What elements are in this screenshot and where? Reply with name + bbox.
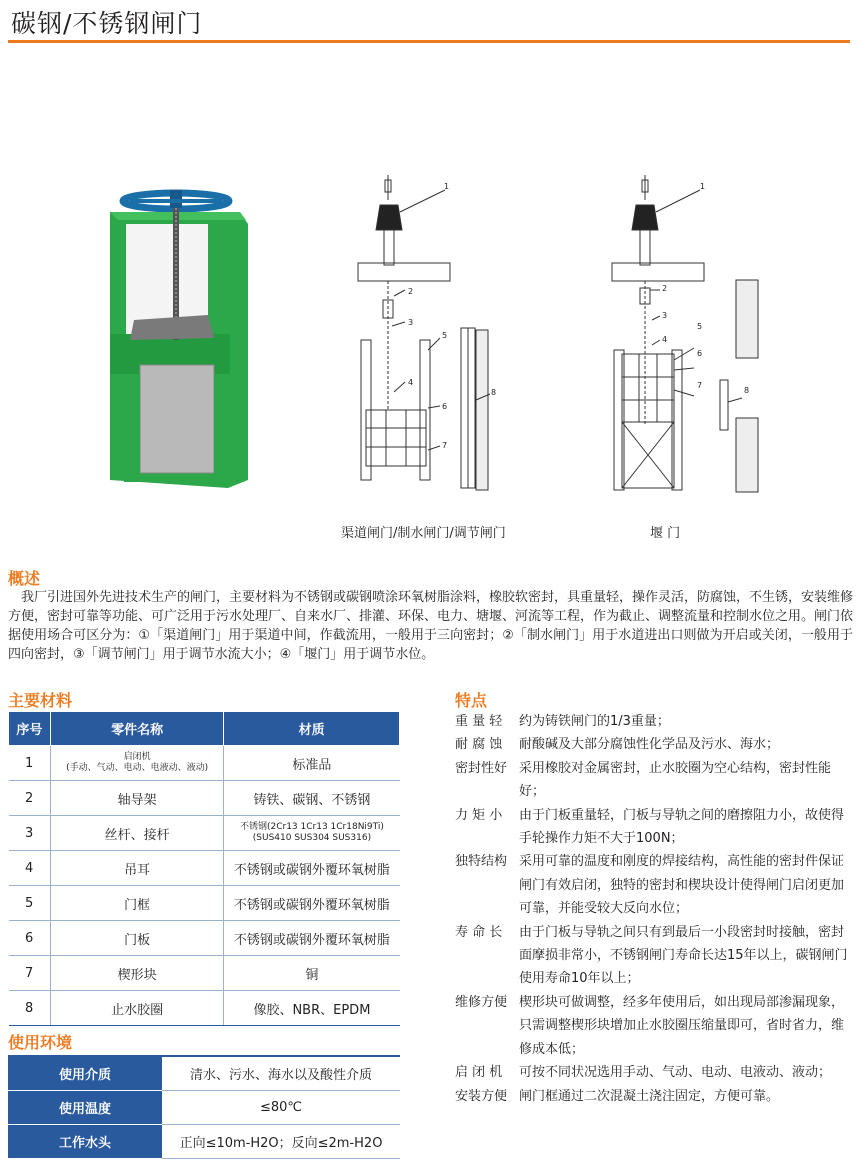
callout-label: 8 [744, 386, 750, 395]
callout-label: 8 [491, 388, 497, 397]
part-name: 轴导架 [50, 781, 224, 816]
callout-label: 5 [442, 331, 448, 340]
features-list [455, 710, 855, 1108]
feature-item [455, 733, 855, 756]
overview-heading: 概述 [8, 569, 41, 588]
table-row [9, 816, 400, 851]
env-label: 工作水头 [8, 1125, 162, 1159]
part-name-note: (手动、气动、电动、电液动、液动) [66, 763, 209, 773]
table-row [8, 1091, 400, 1125]
title-rule [8, 40, 850, 43]
material-cell: 像胶、NBR、EPDM [224, 991, 400, 1026]
material-cell: 标准品 [224, 746, 400, 781]
callout-label: 6 [697, 349, 703, 358]
table-header-row [9, 712, 400, 746]
callout-label: 3 [408, 318, 414, 327]
callout-label: 1 [444, 182, 450, 191]
callout-label: 5 [697, 322, 703, 331]
page-title: 碳钢/不锈钢闸门 [11, 9, 203, 38]
feature-label: 力 矩 小 [455, 807, 503, 823]
material-cell: 铜 [224, 956, 400, 991]
feature-desc: 由于门板重量轻，门板与导轨之间的磨擦阻力小，故使得手轮操作力矩不大于100N； [519, 807, 845, 847]
feature-desc: 耐酸碱及大部分腐蚀性化学品及污水、海水； [519, 737, 780, 753]
feature-desc: 采用可靠的温度和刚度的焊接结构，高性能的密封件保证闸门有效启闭，独特的密封和楔块设计使得闸门启闭更加可靠，并能受较大反向水位； [519, 854, 845, 917]
materials-heading: 主要材料 [8, 691, 73, 710]
row-number: 5 [9, 886, 51, 921]
table-row [9, 746, 400, 781]
callout-label: 2 [662, 284, 668, 293]
row-number: 8 [9, 991, 51, 1026]
feature-desc: 闸门框通过二次混凝土浇注固定，方便可靠。 [519, 1088, 780, 1104]
environment-table [8, 1055, 400, 1159]
env-label: 使用温度 [8, 1091, 162, 1125]
callout-label: 1 [700, 182, 706, 191]
material-cell: 铸铁、碳钢、不锈钢 [224, 781, 400, 816]
table-row [9, 851, 400, 886]
row-number: 2 [9, 781, 51, 816]
callout-label: 7 [442, 441, 448, 450]
material-cell: 不锈钢或碳钢外覆环氧树脂 [224, 851, 400, 886]
drawing-weir-gate [0, 150, 868, 550]
feature-label: 独特结构 [455, 854, 508, 870]
callout-label: 4 [408, 378, 414, 387]
part-name: 启闭机 [123, 752, 151, 762]
env-value: 清水、污水、海水以及酸性介质 [162, 1056, 400, 1091]
row-number: 6 [9, 921, 51, 956]
table-row [9, 781, 400, 816]
column-header: 材质 [224, 712, 400, 746]
feature-label: 重 量 轻 [455, 714, 503, 729]
material-cell [224, 816, 400, 851]
part-name: 门板 [50, 921, 224, 956]
feature-desc: 楔形块可做调整，经多年使用后，如出现局部渗漏现象，只需调整楔形块增加止水胶圈压缩量即可，省时省力，维修成本低； [519, 994, 845, 1057]
feature-item [455, 710, 855, 733]
figure-caption-channel-gate: 渠道闸门/制水闸门/调节闸门 [341, 526, 506, 541]
row-number: 1 [9, 746, 51, 781]
row-number: 4 [9, 851, 51, 886]
feature-desc: 可按不同状况选用手动、气动、电动、电液动、液动； [519, 1065, 832, 1081]
callout-label: 6 [442, 402, 448, 411]
callout-label: 4 [662, 335, 668, 344]
part-name: 吊耳 [50, 851, 224, 886]
feature-label: 安装方便 [455, 1088, 508, 1104]
feature-item [455, 921, 855, 991]
table-row [9, 921, 400, 956]
env-value: ≤80℃ [162, 1091, 400, 1125]
callout-label: 3 [662, 311, 668, 320]
material-cell: 不锈钢或碳钢外覆环氧树脂 [224, 921, 400, 956]
feature-item [455, 757, 855, 804]
figure-area [0, 150, 868, 550]
feature-item [455, 850, 855, 920]
part-name: 止水胶圈 [50, 991, 224, 1026]
feature-item [455, 991, 855, 1061]
table-row [9, 886, 400, 921]
materials-table [8, 711, 400, 1026]
features-heading: 特点 [455, 691, 488, 710]
feature-item [455, 1061, 855, 1084]
feature-label: 启 闭 机 [455, 1065, 503, 1081]
feature-label: 耐 腐 蚀 [455, 737, 503, 753]
env-value: 正向≤10m-H2O；反向≤2m-H2O [162, 1125, 400, 1159]
callout-label: 2 [408, 287, 414, 296]
row-number: 7 [9, 956, 51, 991]
feature-item [455, 1085, 855, 1108]
material-cell: 不锈钢或碳钢外覆环氧树脂 [224, 886, 400, 921]
part-name: 楔形块 [50, 956, 224, 991]
figure-caption-weir-gate: 堰 门 [650, 526, 681, 541]
env-label: 使用介质 [8, 1056, 162, 1091]
feature-desc: 约为铸铁闸门的1/3重量； [519, 714, 670, 729]
table-row [9, 991, 400, 1026]
table-row [9, 956, 400, 991]
feature-label: 维修方便 [455, 994, 508, 1010]
feature-item [455, 804, 855, 851]
overview-text [8, 588, 853, 664]
table-row [8, 1125, 400, 1159]
material-note: (SUS410 SUS304 SUS316) [252, 833, 372, 843]
material-text: 不锈钢(2Cr13 1Cr13 1Cr18Ni9Ti) [239, 822, 384, 832]
column-header: 零件名称 [50, 712, 224, 746]
row-number: 3 [9, 816, 51, 851]
feature-desc: 采用橡胶对金属密封，止水胶圈为空心结构，密封性能好； [519, 760, 832, 800]
part-name: 丝杆、接杆 [50, 816, 224, 851]
feature-label: 寿 命 长 [455, 924, 503, 940]
part-name: 门框 [50, 886, 224, 921]
feature-label: 密封性好 [455, 760, 508, 776]
column-header: 序号 [9, 712, 51, 746]
part-name-cell [50, 746, 224, 781]
callout-label: 7 [697, 381, 703, 390]
table-row [8, 1056, 400, 1091]
feature-desc: 由于门板与导轨之间只有到最后一小段密封时接触，密封面摩损非常小，不锈钢闸门寿命长达15年以上，碳钢闸门使用寿命10年以上； [519, 924, 848, 987]
environment-heading: 使用环境 [8, 1033, 73, 1052]
overview-body: 我厂引进国外先进技术生产的闸门，主要材料为不锈钢或碳钢喷涂环氧树脂涂料，橡胶软密封，具重量轻，操作灵活，防腐蚀，不生锈，安装维修方便，密封可靠等功能、可广泛用于污水处理厂、自来水厂、排灌、环保、电力、塘堰、河流等工程，作为截止、调整流量和控制水位之用。闸门依据使用场合可区分为：①「渠道闸门」用于渠道中间，作截流用，一般用于三向密封；②「制水闸门」用于水道进出口则做为开启或关闭，一般用于四向密封，③「调节闸门」用于调节水流大小；④「堰门」用于调节水位。 [8, 590, 854, 662]
